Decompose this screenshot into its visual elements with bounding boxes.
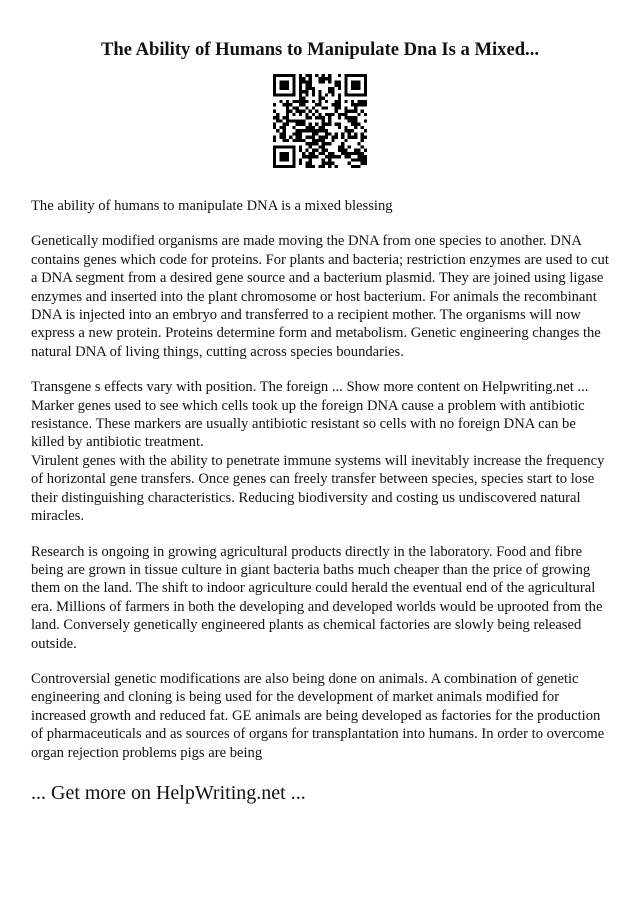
document-title: The Ability of Humans to Manipulate Dna Is a Mixed... (100, 39, 540, 60)
body-paragraph: Research is ongoing in growing agricultural products directly in the laboratory. Food and fibre being are grown in tissue culture in giant bacteria baths much cheaper than the price of growing them on the land. The shift to indoor agriculture could herald the eventual end of the agricultural era. Millions of farmers in both the developing and developed worlds would be uprooted from the land. Conversely genetically engineered plants as chemical factories are slowly being released outside. (31, 543, 603, 652)
body-paragraph: Genetically modified organisms are made moving the DNA from one species to another. DNA contains genes which code for proteins. For plants and bacteria; restriction enzymes are used to cut a DNA segment from a desired gene source and a bacterium plasmid. They are joined using ligase enzymes and inserted into the plant chromosome or host bacterium. For animals the recombinant DNA is injected into an embryo and transferred to a recipient mother. The organisms will now express a new protein. Proteins determine form and metabolism. Genetic engineering changes the natural DNA of living things, cutting across species boundaries. (31, 233, 609, 360)
qr-code-icon (273, 74, 367, 168)
intro-paragraph: The ability of humans to manipulate DNA is a mixed blessing (31, 198, 393, 214)
document-body (31, 197, 609, 762)
get-more-link[interactable]: ... Get more on HelpWriting.net ... (31, 781, 306, 804)
body-paragraph: Controversial genetic modifications are also being done on animals. A combination of genetic engineering and cloning is being used for the development of market animals modified for increased growth and reduced fat. GE animals are being developed as factories for the production of pharmaceuticals and as sources of organs for transplantation into humans. In order to overcome organ rejection problems pigs are being (31, 670, 605, 761)
body-paragraph: Transgene s effects vary with position. The foreign ... Show more content on Helpwriting.net ... Marker genes used to see which cells took up the foreign DNA cause a problem with antibiotic resistance. These markers are usually antibiotic resistant so cells with no foreign DNA can be killed by antibiotic treatment. (31, 379, 589, 451)
body-paragraph: Virulent genes with the ability to penetrate immune systems will inevitably increase the frequency of horizontal gene transfers. Once genes can freely transfer between species, species start to lose their distinguishing characteristics. Reducing biodiversity and costing us undiscovered natural miracles. (31, 452, 605, 525)
